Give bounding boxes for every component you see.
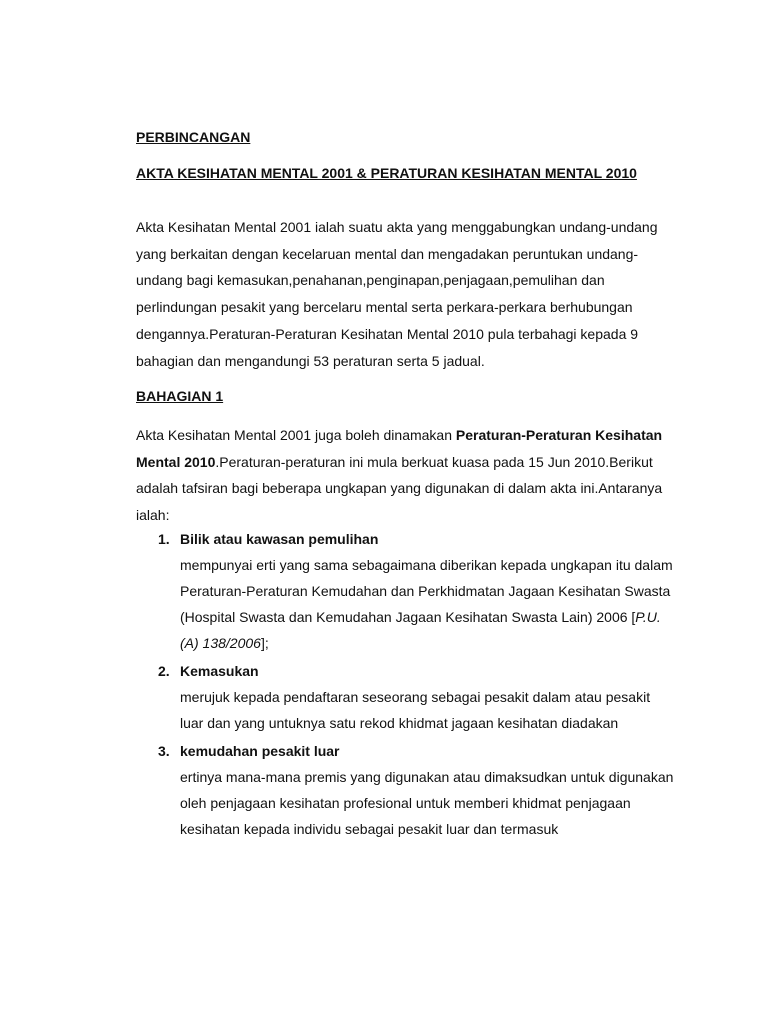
definition-term: Bilik atau kawasan pemulihan <box>180 531 379 547</box>
list-item-number: 3. <box>158 743 170 759</box>
document-title: AKTA KESIHATAN MENTAL 2001 & PERATURAN KESIHATAN MENTAL 2010 <box>136 165 637 181</box>
intro-paragraph: Akta Kesihatan Mental 2001 ialah suatu akta yang menggabungkan undang-undang yang berkaitan dengan kecelaruan mental dan mengadakan peruntukan undang-undang bagi kemasukan,penahanan,penginapan,penjagaan,pemulihan dan perlindungan pesakit yang bercelaru mental serta perkara-perkara berhubungan dengannya.Peraturan-Peraturan Kesihatan Mental 2010 pula terbahagi kepada 9 bahagian dan mengandungi 53 peraturan serta 5 jadual. <box>136 219 658 369</box>
definition-citation: P.U. (A) 138/2006 <box>180 609 661 651</box>
section-heading-perbincangan: PERBINCANGAN <box>136 129 251 145</box>
list-item-number: 1. <box>158 531 170 547</box>
paragraph-text-before: Akta Kesihatan Mental 2001 juga boleh dinamakan <box>136 427 456 443</box>
definition-body <box>180 764 676 842</box>
definition-term: Kemasukan <box>180 663 259 679</box>
definition-term: kemudahan pesakit luar <box>180 743 340 759</box>
definition-text: merujuk kepada pendaftaran seseorang sebagai pesakit dalam atau pesakit luar dan yang untuknya satu rekod khidmat jagaan kesihatan diadakan <box>180 689 651 731</box>
list-item <box>136 658 676 736</box>
definitions-list <box>136 526 676 844</box>
list-item <box>136 526 676 656</box>
paragraph-text-after: .Peraturan-peraturan ini mula berkuat kuasa pada 15 Jun 2010.Berikut adalah tafsiran bagi beberapa ungkapan yang digunakan di dalam akta ini.Antaranya ialah: <box>136 453 663 524</box>
bahagian-1-paragraph <box>136 422 676 529</box>
list-item-number: 2. <box>158 663 170 679</box>
definition-body <box>180 552 676 656</box>
definition-body <box>180 684 676 736</box>
definition-text: mempunyai erti yang sama sebagaimana diberikan kepada ungkapan itu dalam Peraturan-Peraturan Kemudahan dan Perkhidmatan Jagaan Kesihatan Swasta (Hospital Swasta dan Kemudahan Jagaan Kesihatan Swasta Lain) 2006 [ <box>180 557 673 625</box>
section-heading-bahagian-1: BAHAGIAN 1 <box>136 388 224 404</box>
list-item <box>136 738 676 842</box>
definition-text-end: ]; <box>260 635 269 651</box>
paragraph-bold-title: Peraturan-Peraturan Kesihatan Mental 2010 <box>136 427 663 470</box>
definition-text: ertinya mana-mana premis yang digunakan atau dimaksudkan untuk digunakan oleh penjagaan kesihatan profesional untuk memberi khidmat penjagaan kesihatan kepada individu sebagai pesakit luar dan termasuk <box>180 769 674 837</box>
